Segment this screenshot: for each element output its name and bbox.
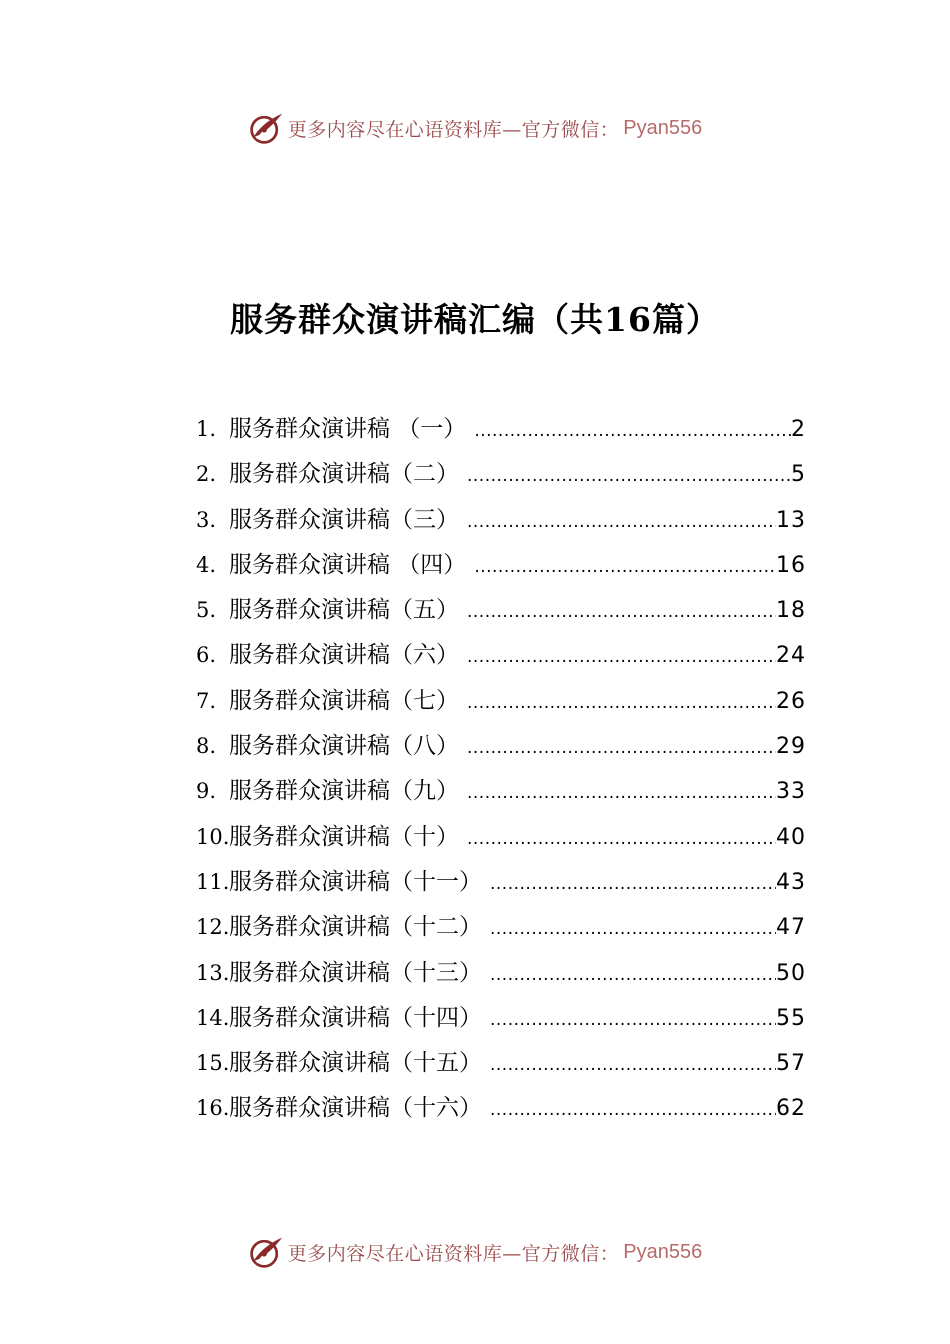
toc-entry-number: 4.: [196, 552, 217, 577]
toc-entry-label: 服务群众演讲稿 （一）: [229, 416, 467, 442]
toc-entry-number: 12.: [196, 915, 230, 940]
table-of-contents: [196, 410, 806, 1135]
header-banner: [0, 108, 950, 148]
wechat-id: Pyan556: [623, 116, 703, 139]
toc-entry[interactable]: [196, 863, 806, 908]
toc-leader-dots: [474, 421, 791, 441]
toc-leader-dots: [467, 829, 776, 849]
toc-leader-dots: [467, 512, 776, 532]
toc-entry-label: 服务群众演讲稿（七）: [229, 687, 459, 714]
toc-entry-label: 服务群众演讲稿（三）: [229, 506, 459, 533]
toc-entry[interactable]: [196, 818, 806, 863]
toc-leader-dots: [467, 693, 776, 713]
wechat-id: Pyan556: [623, 1240, 703, 1263]
toc-entry[interactable]: [196, 455, 806, 500]
toc-entry[interactable]: [196, 682, 806, 727]
toc-entry[interactable]: [196, 999, 806, 1044]
toc-entry-number: 7.: [196, 688, 217, 713]
toc-entry-label: 服务群众演讲稿（六）: [229, 642, 459, 669]
toc-entry-number: 16.: [196, 1096, 230, 1121]
toc-entry-number: 14.: [196, 1005, 230, 1030]
toc-entry-number: 8.: [196, 734, 217, 759]
banner-text: 更多内容尽在心语资料库—官方微信：: [287, 1242, 620, 1265]
toc-entry-number: 5.: [196, 598, 217, 623]
toc-entry-label: 服务群众演讲稿（九）: [229, 778, 459, 805]
toc-entry-page: 55: [776, 1005, 806, 1031]
toc-entry-label: 服务群众演讲稿（十六）: [229, 1095, 482, 1122]
toc-leader-dots: [490, 874, 776, 894]
toc-entry-number: 1.: [196, 417, 217, 441]
toc-leader-dots: [467, 738, 776, 758]
toc-entry-number: 9.: [196, 779, 217, 804]
toc-entry-page: 47: [776, 915, 806, 941]
toc-entry-label: 服务群众演讲稿（十三）: [229, 959, 482, 986]
footer-banner: [0, 1232, 950, 1272]
toc-entry-page: 43: [776, 869, 806, 895]
toc-leader-dots: [490, 965, 776, 985]
toc-entry[interactable]: [196, 636, 806, 681]
toc-leader-dots: [467, 466, 791, 486]
toc-entry-number: 3.: [196, 507, 217, 532]
toc-entry-page: 62: [776, 1096, 806, 1122]
toc-entry-page: 29: [776, 734, 806, 760]
toc-leader-dots: [467, 647, 776, 667]
toc-entry-page: 2: [791, 417, 806, 442]
toc-entry-label: 服务群众演讲稿（十五）: [229, 1050, 482, 1077]
toc-entry-page: 26: [776, 688, 806, 714]
toc-entry-label: 服务群众演讲稿（十）: [229, 823, 459, 850]
quill-pen-icon: [248, 1234, 284, 1270]
toc-entry-label: 服务群众演讲稿（十四）: [229, 1004, 482, 1031]
toc-entry[interactable]: [196, 410, 806, 455]
toc-leader-dots: [490, 1010, 776, 1030]
toc-entry-number: 6.: [196, 643, 217, 668]
toc-entry[interactable]: [196, 727, 806, 772]
toc-entry-label: 服务群众演讲稿（二）: [229, 461, 459, 488]
toc-entry-page: 5: [791, 462, 806, 488]
toc-entry-number: 11.: [196, 869, 230, 894]
toc-entry-number: 10.: [196, 824, 230, 849]
toc-leader-dots: [467, 602, 776, 622]
document-title: 服务群众演讲稿汇编（共16篇）: [230, 300, 720, 339]
toc-entry-label: 服务群众演讲稿 （四）: [229, 551, 467, 578]
toc-entry-label: 服务群众演讲稿（十一）: [229, 868, 482, 895]
toc-entry-page: 57: [776, 1051, 806, 1077]
toc-entry[interactable]: [196, 1089, 806, 1134]
toc-entry[interactable]: [196, 1044, 806, 1089]
toc-entry-page: 33: [776, 779, 806, 805]
toc-entry[interactable]: [196, 908, 806, 953]
toc-entry-page: 13: [776, 507, 806, 533]
toc-entry-page: 40: [776, 824, 806, 850]
toc-entry-label: 服务群众演讲稿（十二）: [229, 914, 482, 941]
toc-entry[interactable]: [196, 591, 806, 636]
toc-entry-page: 18: [776, 598, 806, 624]
banner-text: 更多内容尽在心语资料库—官方微信：: [287, 118, 620, 141]
toc-entry-label: 服务群众演讲稿（五）: [229, 597, 459, 624]
toc-entry-page: 50: [776, 960, 806, 986]
toc-leader-dots: [490, 1100, 776, 1120]
toc-entry-number: 13.: [196, 960, 230, 985]
toc-entry-label: 服务群众演讲稿（八）: [229, 733, 459, 760]
toc-entry-number: 2.: [196, 462, 217, 487]
toc-entry[interactable]: [196, 501, 806, 546]
toc-leader-dots: [474, 557, 776, 577]
quill-pen-icon: [248, 110, 284, 146]
toc-entry-page: 24: [776, 643, 806, 669]
toc-leader-dots: [490, 1055, 776, 1075]
toc-entry-page: 16: [776, 552, 806, 578]
toc-leader-dots: [467, 783, 776, 803]
toc-entry[interactable]: [196, 954, 806, 999]
toc-entry[interactable]: [196, 772, 806, 817]
toc-entry[interactable]: [196, 546, 806, 591]
toc-entry-number: 15.: [196, 1051, 230, 1076]
toc-leader-dots: [490, 919, 776, 939]
